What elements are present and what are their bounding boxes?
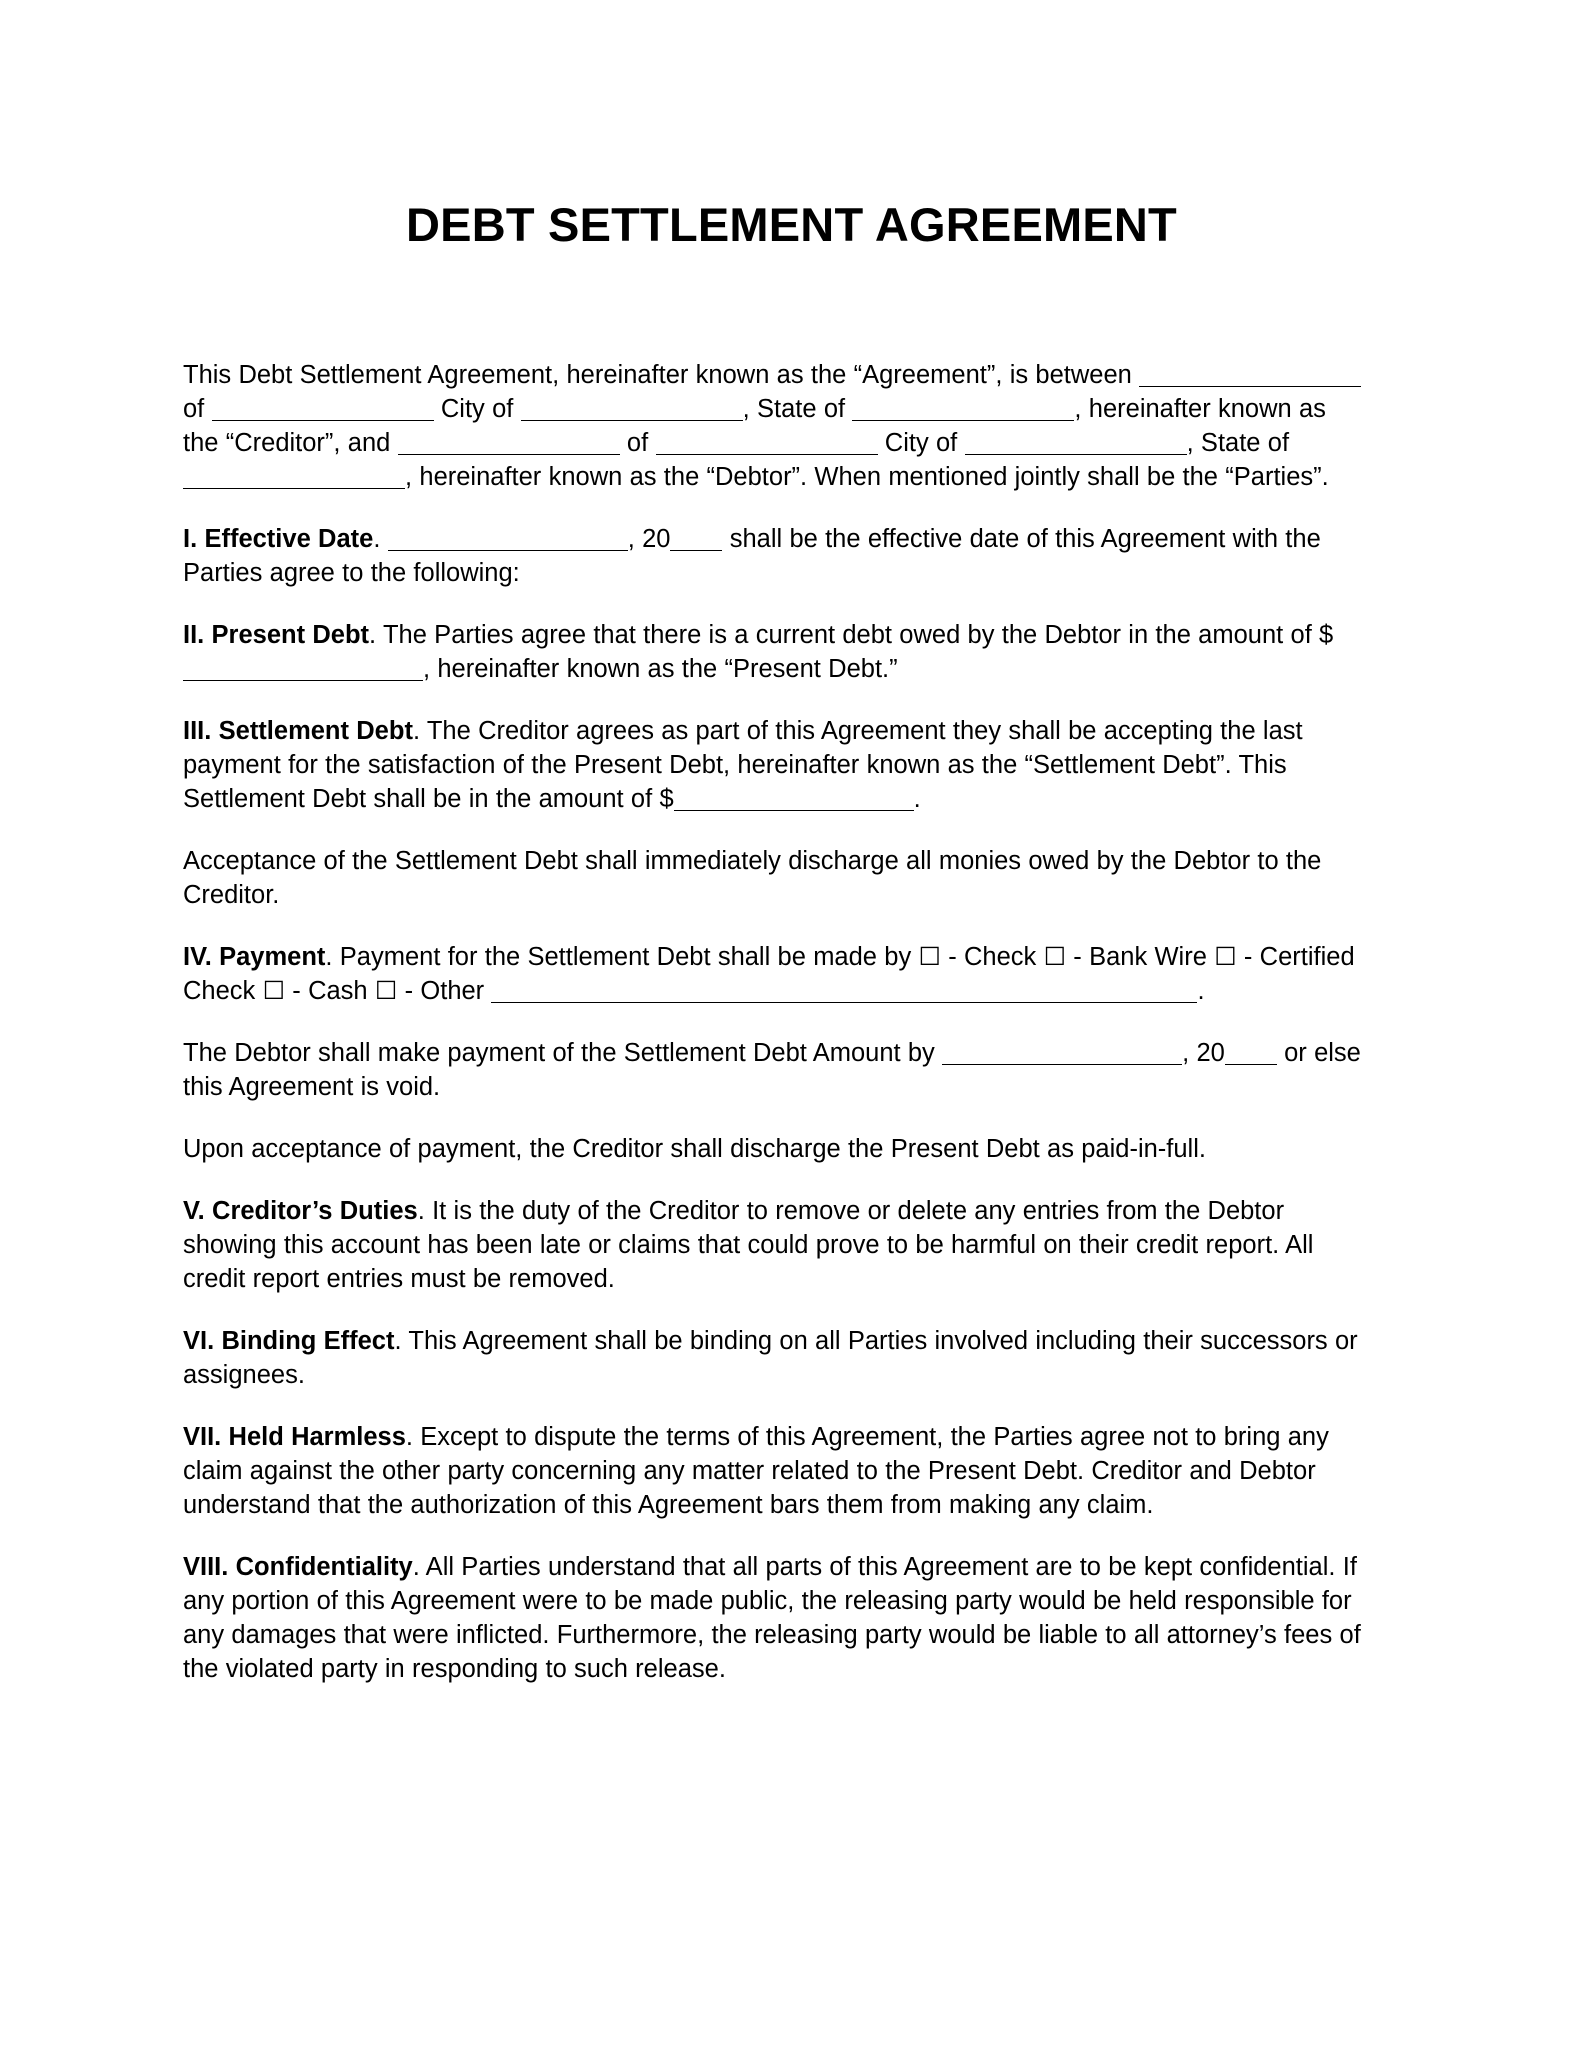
intro-of-2: of — [626, 429, 649, 457]
payment-option-bank-wire: - Bank Wire — [1073, 943, 1207, 971]
checkbox-other-icon[interactable]: ☐ — [374, 977, 398, 1005]
section-3-heading: III. Settlement Debt — [183, 717, 413, 745]
state-blank-1[interactable] — [852, 395, 1074, 421]
intro-comma: , — [405, 463, 413, 491]
page-title: DEBT SETTLEMENT AGREEMENT — [406, 198, 1177, 252]
section-4-text-1: . Payment for the Settlement Debt shall be made by — [325, 943, 912, 971]
payment-option-check: - Check — [948, 943, 1037, 971]
discharge-paragraph: Upon acceptance of payment, the Creditor shall discharge the Present Debt as paid-in-full. — [183, 1135, 1206, 1163]
section-3-text-2: . — [913, 785, 921, 813]
city-blank-2[interactable] — [965, 429, 1187, 455]
checkbox-certified-check-icon[interactable]: ☐ — [1214, 943, 1237, 971]
section-payment — [183, 940, 1368, 1008]
intro-paragraph — [183, 358, 1368, 494]
payment-option-certified-check: - Certified Check — [183, 943, 1355, 1005]
intro-state-1: , State of — [742, 395, 846, 423]
section-5-heading: V. Creditor’s Duties — [183, 1197, 418, 1225]
section-3-text-1: . The Creditor agrees as part of this Agreement they shall be accepting the last payment for the satisfaction of the Present Debt, hereinafter known as the “Settlement Debt”. This Settlement Debt shall be in the amount of $ — [183, 717, 1303, 813]
section-2-heading: II. Present Debt — [183, 621, 370, 649]
section-5-text: . It is the duty of the Creditor to remove or delete any entries from the Debtor showing this account has been late or claims that could prove to be harmful on their credit report. All credit report entries must be removed. — [183, 1197, 1314, 1293]
payment-option-cash: - Cash — [292, 977, 368, 1005]
checkbox-cash-icon[interactable]: ☐ — [262, 977, 285, 1005]
intro-city-2: City of — [884, 429, 958, 457]
section-1-text-2: , 20 — [627, 525, 671, 553]
payment-date-blank[interactable] — [942, 1039, 1182, 1065]
acceptance-paragraph: Acceptance of the Settlement Debt shall immediately discharge all monies owed by the Debtor to the Creditor. — [183, 847, 1322, 909]
section-binding-effect — [183, 1324, 1368, 1392]
effective-year-blank[interactable] — [670, 525, 722, 551]
section-2-text-2: , hereinafter known as the “Present Debt.” — [423, 655, 898, 683]
section-2-text-1: . The Parties agree that there is a current debt owed by the Debtor in the amount of $ — [369, 621, 1334, 649]
section-1-heading: I. Effective Date — [183, 525, 374, 553]
present-debt-amount-blank[interactable] — [183, 655, 423, 681]
document-body — [183, 358, 1368, 1686]
party-entity-blank-2[interactable] — [656, 429, 878, 455]
section-6-text: . This Agreement shall be binding on all Parties involved including their successors or assignees. — [183, 1327, 1358, 1389]
party-name-blank-2[interactable] — [398, 429, 620, 455]
section-creditors-duties — [183, 1194, 1368, 1296]
section-confidentiality — [183, 1550, 1368, 1686]
state-blank-2[interactable] — [183, 463, 405, 489]
settlement-debt-amount-blank[interactable] — [674, 785, 914, 811]
payment-by-text-1: The Debtor shall make payment of the Settlement Debt Amount by — [183, 1039, 935, 1067]
section-effective-date — [183, 522, 1368, 590]
section-1-text-3: shall be the effective date of this Agreement with the Parties agree to the following: — [183, 525, 1321, 587]
section-4-text-2: . — [1197, 977, 1205, 1005]
section-settlement-debt — [183, 714, 1368, 816]
payment-by-text-3: or else this Agreement is void. — [183, 1039, 1361, 1101]
section-present-debt — [183, 618, 1368, 686]
intro-of-1: of — [183, 395, 205, 423]
section-7-heading: VII. Held Harmless — [183, 1423, 406, 1451]
section-4-heading: IV. Payment — [183, 943, 326, 971]
party-name-blank-1[interactable] — [1139, 361, 1361, 387]
section-1-text-1: . — [373, 525, 381, 553]
effective-date-blank[interactable] — [388, 525, 628, 551]
city-blank-1[interactable] — [521, 395, 743, 421]
payment-other-blank[interactable] — [491, 977, 1197, 1003]
checkbox-bank-wire-icon[interactable]: ☐ — [1043, 943, 1066, 971]
intro-creditor-label: , hereinafter known as the “Creditor”, and — [183, 395, 1326, 457]
intro-line-1: This Debt Settlement Agreement, hereinafter known as the “Agreement”, is between — [183, 361, 1132, 389]
payment-deadline-paragraph — [183, 1036, 1368, 1104]
payment-by-text-2: , 20 — [1182, 1039, 1225, 1067]
party-entity-blank-1[interactable] — [212, 395, 434, 421]
payment-year-blank[interactable] — [1225, 1039, 1277, 1065]
section-7-text: . Except to dispute the terms of this Agreement, the Parties agree not to bring any claim against the other party concerning any matter related to the Present Debt. Creditor and Debtor understand that the authorization of this Agreement bars them from making any claim. — [183, 1423, 1329, 1519]
section-8-heading: VIII. Confidentiality — [183, 1553, 413, 1581]
intro-city-1: City of — [440, 395, 514, 423]
section-8-text: . All Parties understand that all parts of this Agreement are to be kept confidential. If any portion of this Agreement were to be made public, the releasing party would be held responsible for any damages that were inflicted. Furthermore, the releasing party would be liable to all attorney’s fees of the violated party in responding to such release. — [183, 1553, 1361, 1683]
section-6-heading: VI. Binding Effect — [183, 1327, 395, 1355]
checkbox-check-icon[interactable]: ☐ — [918, 943, 941, 971]
payment-option-other: - Other — [404, 977, 485, 1005]
section-held-harmless — [183, 1420, 1368, 1522]
intro-debtor-label: hereinafter known as the “Debtor”. When mentioned jointly shall be the “Parties”. — [419, 463, 1329, 491]
intro-state-2: , State of — [1186, 429, 1290, 457]
